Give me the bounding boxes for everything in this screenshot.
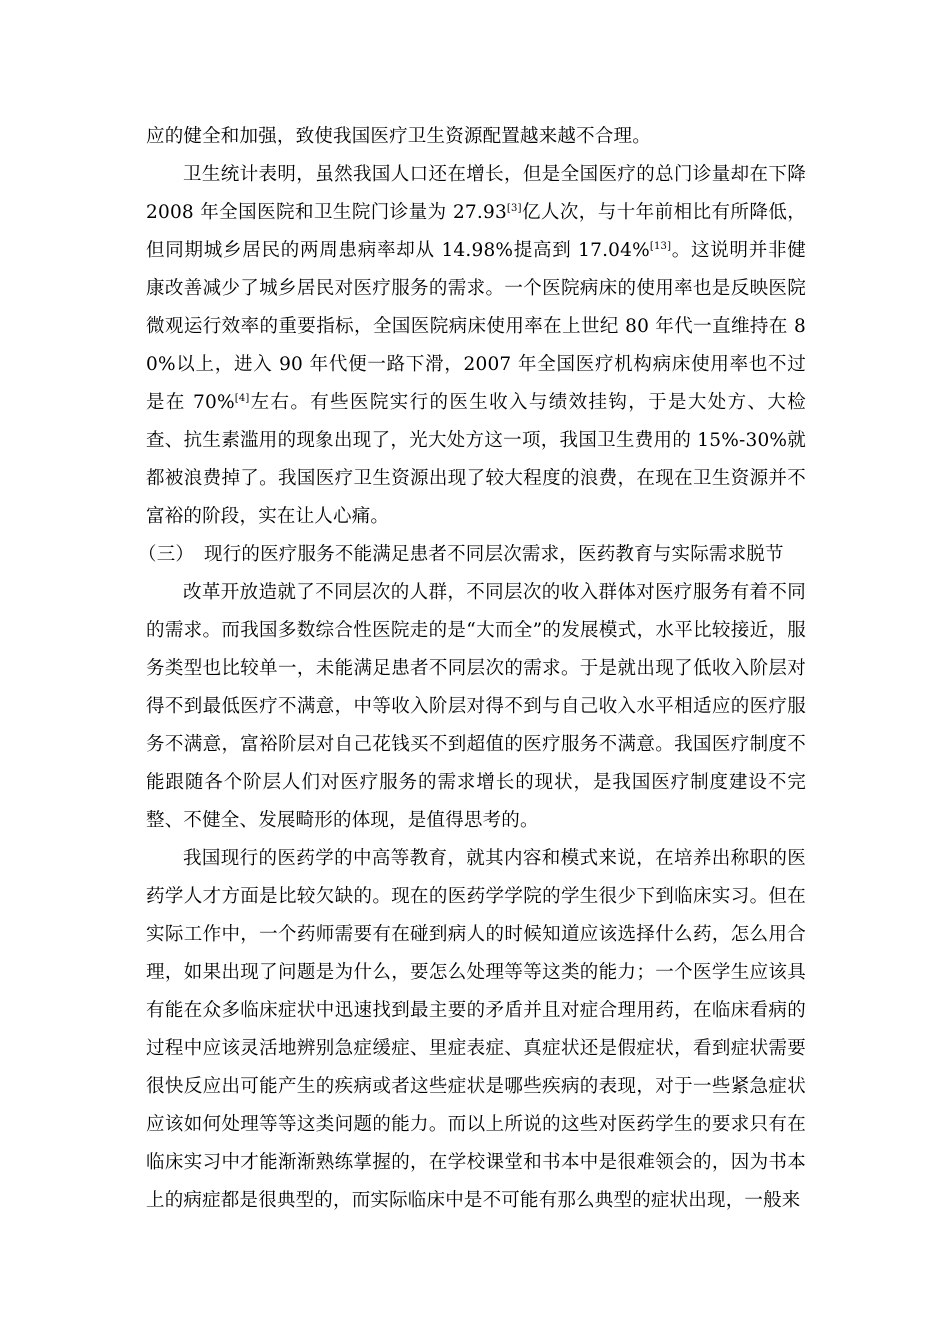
paragraph-service-levels: 改革开放造就了不同层次的人群，不同层次的收入群体对医疗服务有着不同的需求。而我国多数综合性医院走的是“大而全”的发展模式，水平比较接近，服务类型也比较单一，未能满足患者不同层次的需求。于是就出现了低收入阶层对得不到最低医疗不满意，中等收入阶层对得不到与自己收入水平相适应的医疗服务不满意，富裕阶层对自己花钱买不到超值的医疗服务不满意。我国医疗制度不能跟随各个阶层人们对医疗服务的需求增长的现状，是我国医疗制度建设不完整、不健全、发展畸形的体现，是值得思考的。 — [146, 582, 806, 831]
paragraph-text: 亿人次，与十年前相比有所降低，但同期城乡居民的两周患病率却从 14.98%提高到 17.04% — [146, 202, 806, 261]
paragraph-continuation: 应的健全和加强，致使我国医疗卫生资源配置越来越不合理。 — [146, 126, 651, 147]
document-page — [138, 118, 806, 1220]
paragraph-text: 。这说明并非健康改善减少了城乡居民对医疗服务的需求。一个医院病床的使用率也是反映医院微观运行效率的重要指标，全国医院病床使用率在上世纪 80 年代一直维持在 80%以上，进入 90 年代便一路下滑，2007 年全国医疗机构病床使用率也不过是在 70% — [146, 240, 806, 413]
section-title: 现行的医疗服务不能满足患者不同层次需求，医药教育与实际需求脱节 — [204, 544, 784, 565]
paragraph-health-statistics — [146, 156, 806, 536]
paragraph-text: 左右。有些医院实行的医生收入与绩效挂钩，于是大处方、大检查、抗生素滥用的现象出现了，光大处方这一项，我国卫生费用的 15%-30%就都被浪费掉了。我国医疗卫生资源出现了较大程度的浪费，在现在卫生资源并不富裕的阶段，实在让人心痛。 — [146, 392, 806, 527]
section-heading — [138, 536, 806, 574]
paragraph-text: 卫生统计表明，虽然我国人口还在增长，但是全国医疗的总门诊量却在下降2008 年全国医院和卫生院门诊量为 27.93 — [146, 164, 806, 223]
citation-ref: [13] — [649, 240, 672, 252]
citation-ref: [4] — [234, 392, 250, 404]
section-number: （三） — [138, 544, 195, 565]
citation-ref: [3] — [506, 202, 522, 214]
paragraph-medical-education: 我国现行的医药学的中高等教育，就其内容和模式来说，在培养出称职的医药学人才方面是比较欠缺的。现在的医药学学院的学生很少下到临床实习。但在实际工作中，一个药师需要有在碰到病人的时候知道应该选择什么药，怎么用合理，如果出现了问题是为什么，要怎么处理等等这类的能力；一个医学生应该具有能在众多临床症状中迅速找到最主要的矛盾并且对症合理用药，在临床看病的过程中应该灵活地辨别急症缓症、里症表症、真症状还是假症状，看到症状需要很快反应出可能产生的疾病或者这些症状是哪些疾病的表现，对于一些紧急症状应该如何处理等等这类问题的能力。而以上所说的这些对医药学生的要求只有在临床实习中才能渐渐熟练掌握的，在学校课堂和书本中是很难领会的，因为书本上的病症都是很典型的，而实际临床中是不可能有那么典型的症状出现，一般来 — [146, 848, 806, 1211]
